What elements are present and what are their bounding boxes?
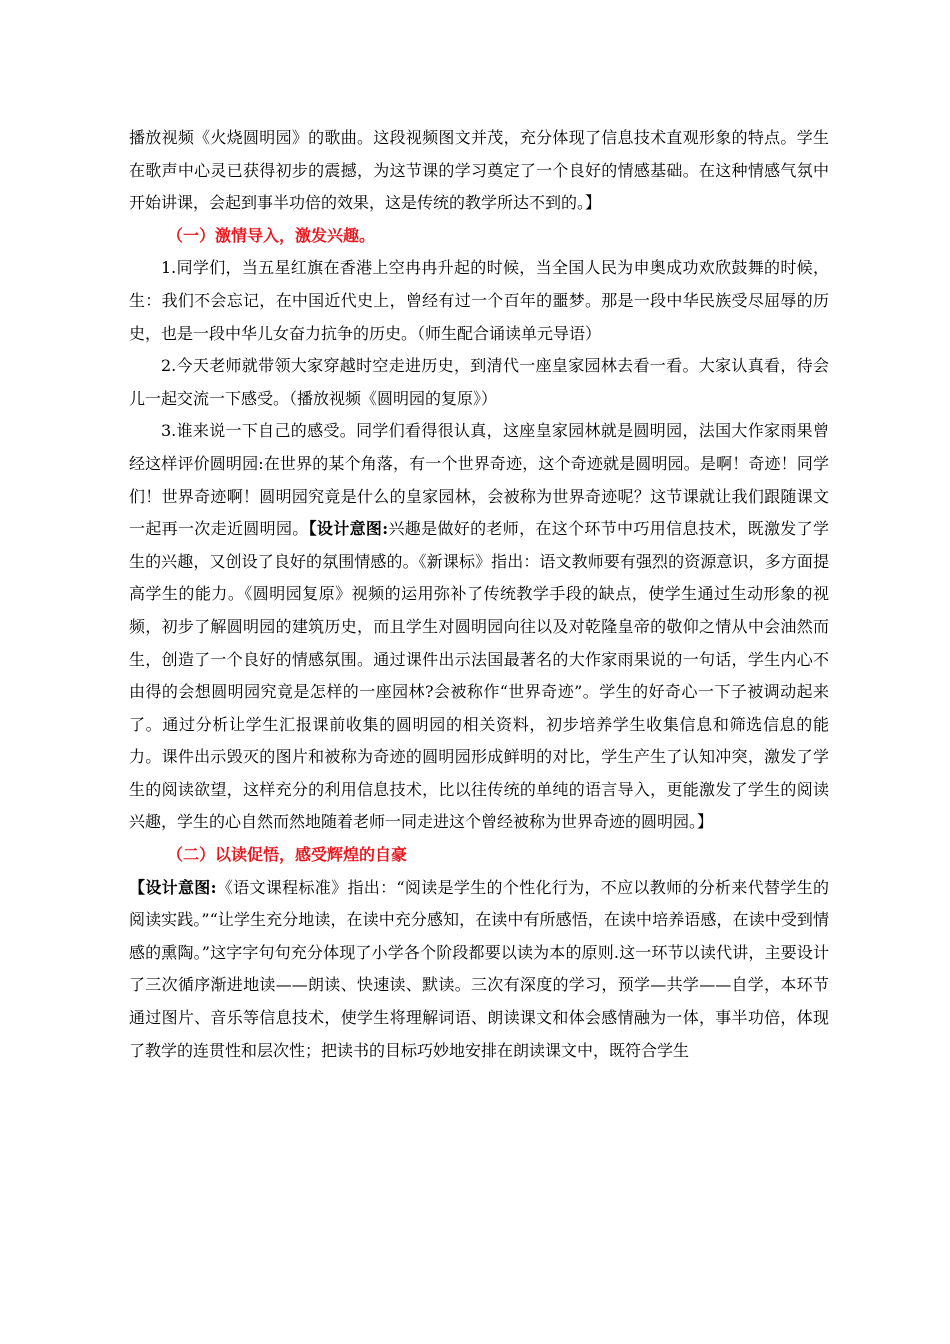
design-intent-note: 兴趣是做好的老师，在这个环节中巧用信息技术，既激发了学生的兴趣，又创设了良好的氛围情感的。《新课标》指出：语文教师要有强烈的资源意识，多方面提高学生的能力。《圆明园复原》视频的运用弥补了传统教学手段的缺点，使学生通过生动形象的视频，初步了解圆明园的建筑历史，而且学生对圆明园向往以及对乾隆皇帝的敬仰之情从中会油然而生，创造了一个良好的情感氛围。通过课件出示法国最著名的大作家雨果说的一句话，学生内心不由得的会想圆明园究竟是怎样的一座园林?会被称作“世界奇迹”。学生的好奇心一下子被调动起来了。通过分析让学生汇报课前收集的圆明园的相关资料，初步培养学生收集信息和筛选信息的能力。课件出示毁灭的图片和被称为奇迹的圆明园形成鲜明的对比，学生产生了认知冲突，激发了学生的阅读欲望，这样充分的利用信息技术，比以往传统的单纯的语言导入，更能激发了学生的阅读兴趣，学生的心自然而然地随着老师一同走进这个曾经被称为世界奇迹的圆明园。】 bbox=[129, 519, 829, 832]
design-intent-label: 【设计意图: bbox=[308, 519, 389, 539]
paragraph-item-2: 2.今天老师就带领大家穿越时空走进历史，到清代一座皇家园林去看一看。大家认真看，待会儿一起交流一下感受。（播放视频《圆明园的复原》） bbox=[129, 356, 829, 408]
paragraph-item-1: 1.同学们，当五星红旗在香港上空冉冉升起的时候，当全国人民为申奥成功欢欣鼓舞的时候，生：我们不会忘记，在中国近代史上，曾经有过一个百年的噩梦。那是一段中华民族受尽屈辱的历史，也是一段中华儿女奋力抗争的历史。（师生配合诵读单元导语） bbox=[129, 258, 829, 343]
intro-paragraph: 播放视频《火烧圆明园》的歌曲。这段视频图文并茂，充分体现了信息技术直观形象的特点。学生在歌声中心灵已获得初步的震撼，为这节课的学习奠定了一个良好的情感基础。在这种情感气氛中开始讲课，会起到事半功倍的效果，这是传统的教学所达不到的。】 bbox=[129, 128, 829, 213]
paragraph-item-3 bbox=[129, 415, 829, 839]
design-intent-paragraph bbox=[129, 872, 829, 1068]
design-intent-text: 《语文课程标准》指出：“阅读是学生的个性化行为，不应以教师的分析来代替学生的阅读实践。”“让学生充分地读，在读中充分感知，在读中有所感悟，在读中培养语感，在读中受到情感的熏陶。”这字字句句充分体现了小学各个阶段都要以读为本的原则.这一环节以读代讲，主要设计了三次循序渐进地读——朗读、快速读、默读。三次有深度的学习，预学—共学——自学，本环节通过图片、音乐等信息技术，使学生将理解词语、朗读课文和体会感情融为一体，事半功倍，体现了教学的连贯性和层次性；把读书的目标巧妙地安排在朗读课文中，既符合学生 bbox=[129, 877, 829, 1060]
design-intent-label-2: 【设计意图: bbox=[129, 877, 217, 897]
section-heading-1: （一）激情导入，激发兴趣。 bbox=[167, 225, 376, 245]
item-3-text: 3.谁来说一下自己的感受。同学们看得很认真，这座皇家园林就是圆明园，法国大作家雨果曾经这样评价圆明园:在世界的某个角落，有一个世界奇迹，这个奇迹就是圆明园。是啊！奇迹！同学们！世界奇迹啊！圆明园究竟是什么的皇家园林，会被称为世界奇迹呢？这节课就让我们跟随课文一起再一次走近圆明园。 bbox=[129, 421, 829, 539]
document-page bbox=[129, 122, 829, 1067]
section-heading-2: （二）以读促悟，感受辉煌的自豪 bbox=[167, 845, 408, 865]
